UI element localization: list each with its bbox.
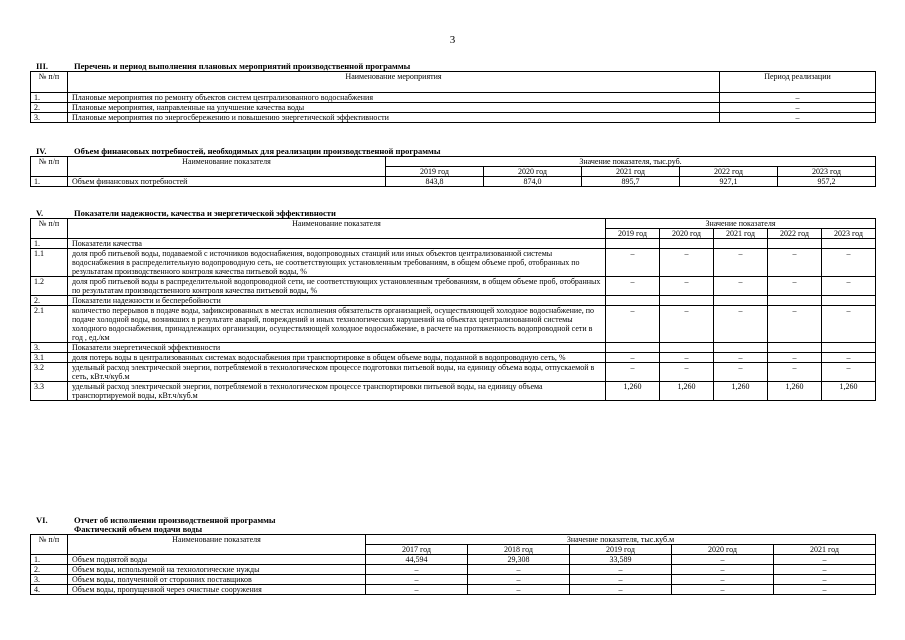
- financial-needs-table: [30, 156, 876, 187]
- table-row: [31, 575, 876, 585]
- header-value: Значение показателя: [606, 219, 876, 229]
- value-cell: –: [366, 565, 468, 575]
- indicators-table: [30, 218, 876, 401]
- value-cell: –: [660, 363, 714, 382]
- value-cell: 927,1: [680, 177, 778, 187]
- value-cell: –: [606, 249, 660, 277]
- empty-cell: [768, 239, 822, 249]
- section-number: V.: [36, 208, 44, 218]
- row-number: 3.1: [31, 353, 68, 363]
- value-cell: 874,0: [484, 177, 582, 187]
- group-row: [31, 343, 876, 353]
- table-row: [31, 306, 876, 343]
- row-name: Плановые мероприятия по энергосбережению и повышению энергетической эффективности: [68, 113, 720, 123]
- value-cell: –: [714, 363, 768, 382]
- table-row: [31, 277, 876, 296]
- year-header: 2019 год: [386, 167, 484, 177]
- section-number: III.: [36, 61, 49, 71]
- section-3: [30, 62, 875, 123]
- header-value: Значение показателя, тыс.руб.: [386, 157, 876, 167]
- value-cell: –: [468, 565, 570, 575]
- empty-cell: [660, 296, 714, 306]
- header-name: Наименование показателя: [68, 535, 366, 555]
- row-name: удельный расход электрической энергии, потребляемой в технологическом процессе подготовки питьевой воды, на единицу объема воды, отпускаемой в сеть, кВт.ч/куб.м: [68, 363, 606, 382]
- year-header: 2023 год: [822, 229, 876, 239]
- row-number: 4.: [31, 585, 68, 595]
- row-number: 3.: [31, 343, 68, 353]
- value-cell: 957,2: [778, 177, 876, 187]
- table-row: [31, 177, 876, 187]
- row-name: количество перерывов в подаче воды, зафиксированных в местах исполнения обязательств организацией, осуществляющей холодное водоснабжение, по подаче холодной воды, возникших в результате аварий, повреждений и иных технологических нарушений на объектах централизованной системы холодного водоснабжения, принадлежащих организации, осуществляющей холодное водоснабжение, в расчете на протяженность водопроводной сети в год , ед./км: [68, 306, 606, 343]
- year-header: 2019 год: [606, 229, 660, 239]
- year-header: 2022 год: [680, 167, 778, 177]
- value-cell: –: [606, 363, 660, 382]
- empty-cell: [660, 343, 714, 353]
- row-number: 1.: [31, 239, 68, 249]
- row-name: Объем воды, пропущенной через очистные сооружения: [68, 585, 366, 595]
- empty-cell: [768, 343, 822, 353]
- value-cell: –: [570, 575, 672, 585]
- section-6-subtitle: Фактический объем подачи воды: [74, 524, 203, 534]
- row-name: Плановые мероприятия, направленные на улучшение качества воды: [68, 103, 720, 113]
- value-cell: –: [468, 575, 570, 585]
- section-heading: Отчет об исполнении производственной программы: [74, 515, 276, 525]
- value-cell: –: [822, 249, 876, 277]
- year-header: 2020 год: [484, 167, 582, 177]
- value-cell: 895,7: [582, 177, 680, 187]
- row-number: 3.: [31, 575, 68, 585]
- group-name: Показатели энергетической эффективности: [68, 343, 606, 353]
- row-name: доля проб питьевой воды, подаваемой с источников водоснабжения, водопроводных станций или иных объектов централизованной системы водоснабжения в распределительную водопроводную сеть, не соответствующих установленным требованиям, в общем объеме проб, отобранных по результатам производственного контроля качества питьевой воды, %: [68, 249, 606, 277]
- section-3-title: [30, 62, 875, 71]
- page-number: 3: [449, 34, 456, 46]
- row-number: 1.: [31, 93, 68, 103]
- empty-cell: [606, 296, 660, 306]
- value-cell: –: [366, 585, 468, 595]
- row-period: –: [720, 93, 876, 103]
- row-number: 2.1: [31, 306, 68, 343]
- row-number: 2.: [31, 296, 68, 306]
- value-cell: –: [570, 565, 672, 575]
- row-name: Объем финансовых потребностей: [68, 177, 386, 187]
- table-row: [31, 249, 876, 277]
- row-number: 3.: [31, 113, 68, 123]
- empty-cell: [714, 343, 768, 353]
- section-5-title: [30, 209, 875, 218]
- empty-cell: [606, 239, 660, 249]
- value-cell: –: [714, 277, 768, 296]
- row-name: Объем поднятой воды: [68, 555, 366, 565]
- row-number: 3.3: [31, 382, 68, 401]
- empty-cell: [822, 343, 876, 353]
- header-number: № п/п: [31, 157, 68, 177]
- empty-cell: [822, 239, 876, 249]
- group-row: [31, 239, 876, 249]
- value-cell: –: [660, 353, 714, 363]
- year-header: 2021 год: [714, 229, 768, 239]
- table-row: [31, 555, 876, 565]
- value-cell: –: [768, 363, 822, 382]
- row-name: доля проб питьевой воды в распределительной водопроводной сети, не соответствующих установленным требованиям, в общем объеме проб, отобранных по результатам производственного контроля качества питьевой воды, %: [68, 277, 606, 296]
- year-header: 2021 год: [582, 167, 680, 177]
- value-cell: 1,260: [606, 382, 660, 401]
- value-cell: 1,260: [714, 382, 768, 401]
- table-row: [31, 382, 876, 401]
- value-cell: –: [774, 555, 876, 565]
- table-header-row: [31, 535, 876, 545]
- value-cell: –: [468, 585, 570, 595]
- header-name: Наименование показателя: [68, 157, 386, 177]
- value-cell: –: [660, 306, 714, 343]
- table-row: [31, 363, 876, 382]
- table-header-row: [31, 157, 876, 167]
- section-heading: Перечень и период выполнения плановых мероприятий производственной программы: [74, 61, 411, 71]
- year-header: 2018 год: [468, 545, 570, 555]
- value-cell: –: [822, 363, 876, 382]
- row-name: Объем воды, используемой на технологические нужды: [68, 565, 366, 575]
- value-cell: –: [660, 277, 714, 296]
- row-name: Плановые мероприятия по ремонту объектов систем централизованного водоснабжения: [68, 93, 720, 103]
- value-cell: –: [366, 575, 468, 585]
- year-header: 2020 год: [660, 229, 714, 239]
- row-period: –: [720, 113, 876, 123]
- year-header: 2020 год: [672, 545, 774, 555]
- row-number: 1.: [31, 555, 68, 565]
- section-number: IV.: [36, 146, 47, 156]
- table-row: [31, 585, 876, 595]
- value-cell: –: [672, 575, 774, 585]
- empty-cell: [768, 296, 822, 306]
- value-cell: –: [714, 249, 768, 277]
- group-row: [31, 296, 876, 306]
- table-row: [31, 113, 876, 123]
- value-cell: –: [606, 306, 660, 343]
- table-header-row: [31, 219, 876, 229]
- header-value: Значение показателя, тыс.куб.м: [366, 535, 876, 545]
- year-header: 2023 год: [778, 167, 876, 177]
- section-number: VI.: [36, 515, 48, 525]
- section-4: [30, 147, 875, 187]
- row-number: 1.2: [31, 277, 68, 296]
- value-cell: 29,308: [468, 555, 570, 565]
- row-number: 3.2: [31, 363, 68, 382]
- row-name: Объем воды, полученной от сторонних поставщиков: [68, 575, 366, 585]
- header-period: Период реализации: [720, 72, 876, 93]
- table-header-row: [31, 72, 876, 93]
- value-cell: –: [714, 353, 768, 363]
- value-cell: –: [774, 585, 876, 595]
- value-cell: 1,260: [660, 382, 714, 401]
- row-number: 1.: [31, 177, 68, 187]
- year-header: 2022 год: [768, 229, 822, 239]
- row-number: 2.: [31, 103, 68, 113]
- table-row: [31, 103, 876, 113]
- row-name: доля потерь воды в централизованных системах водоснабжения при транспортировке в общем объеме воды, поданной в водопроводную сеть, %: [68, 353, 606, 363]
- value-cell: –: [606, 353, 660, 363]
- value-cell: –: [672, 585, 774, 595]
- table-row: [31, 353, 876, 363]
- section-4-title: [30, 147, 875, 156]
- value-cell: –: [714, 306, 768, 343]
- value-cell: –: [768, 277, 822, 296]
- value-cell: 1,260: [822, 382, 876, 401]
- section-6: [30, 516, 875, 595]
- section-heading: Объем финансовых потребностей, необходимых для реализации производственной программы: [74, 146, 441, 156]
- row-number: 2.: [31, 565, 68, 575]
- value-cell: –: [606, 277, 660, 296]
- empty-cell: [822, 296, 876, 306]
- year-header: 2017 год: [366, 545, 468, 555]
- value-cell: –: [774, 565, 876, 575]
- value-cell: 1,260: [768, 382, 822, 401]
- header-number: № п/п: [31, 219, 68, 239]
- empty-cell: [714, 239, 768, 249]
- value-cell: –: [774, 575, 876, 585]
- row-name: удельный расход электрической энергии, потребляемой в технологическом процессе транспортировки питьевой воды, на единицу объема транспортируемой воды, кВт.ч/куб.м: [68, 382, 606, 401]
- section-heading: Показатели надежности, качества и энергетической эффективности: [74, 208, 336, 218]
- value-cell: –: [768, 306, 822, 343]
- header-name: Наименование показателя: [68, 219, 606, 239]
- activities-table: [30, 71, 876, 123]
- value-cell: –: [822, 306, 876, 343]
- section-5: [30, 209, 875, 401]
- empty-cell: [660, 239, 714, 249]
- year-header: 2019 год: [570, 545, 672, 555]
- value-cell: 44,594: [366, 555, 468, 565]
- table-row: [31, 565, 876, 575]
- value-cell: –: [768, 249, 822, 277]
- value-cell: –: [672, 565, 774, 575]
- group-name: Показатели качества: [68, 239, 606, 249]
- value-cell: –: [822, 353, 876, 363]
- value-cell: 843,8: [386, 177, 484, 187]
- row-number: 1.1: [31, 249, 68, 277]
- empty-cell: [606, 343, 660, 353]
- table-row: [31, 93, 876, 103]
- header-number: № п/п: [31, 72, 68, 93]
- value-cell: –: [660, 249, 714, 277]
- empty-cell: [714, 296, 768, 306]
- value-cell: 33,589: [570, 555, 672, 565]
- header-number: № п/п: [31, 535, 68, 555]
- group-name: Показатели надежности и бесперебойности: [68, 296, 606, 306]
- row-period: –: [720, 103, 876, 113]
- water-volume-table: [30, 534, 876, 595]
- value-cell: –: [672, 555, 774, 565]
- value-cell: –: [768, 353, 822, 363]
- year-header: 2021 год: [774, 545, 876, 555]
- value-cell: –: [822, 277, 876, 296]
- value-cell: –: [570, 585, 672, 595]
- header-name: Наименование мероприятия: [68, 72, 720, 93]
